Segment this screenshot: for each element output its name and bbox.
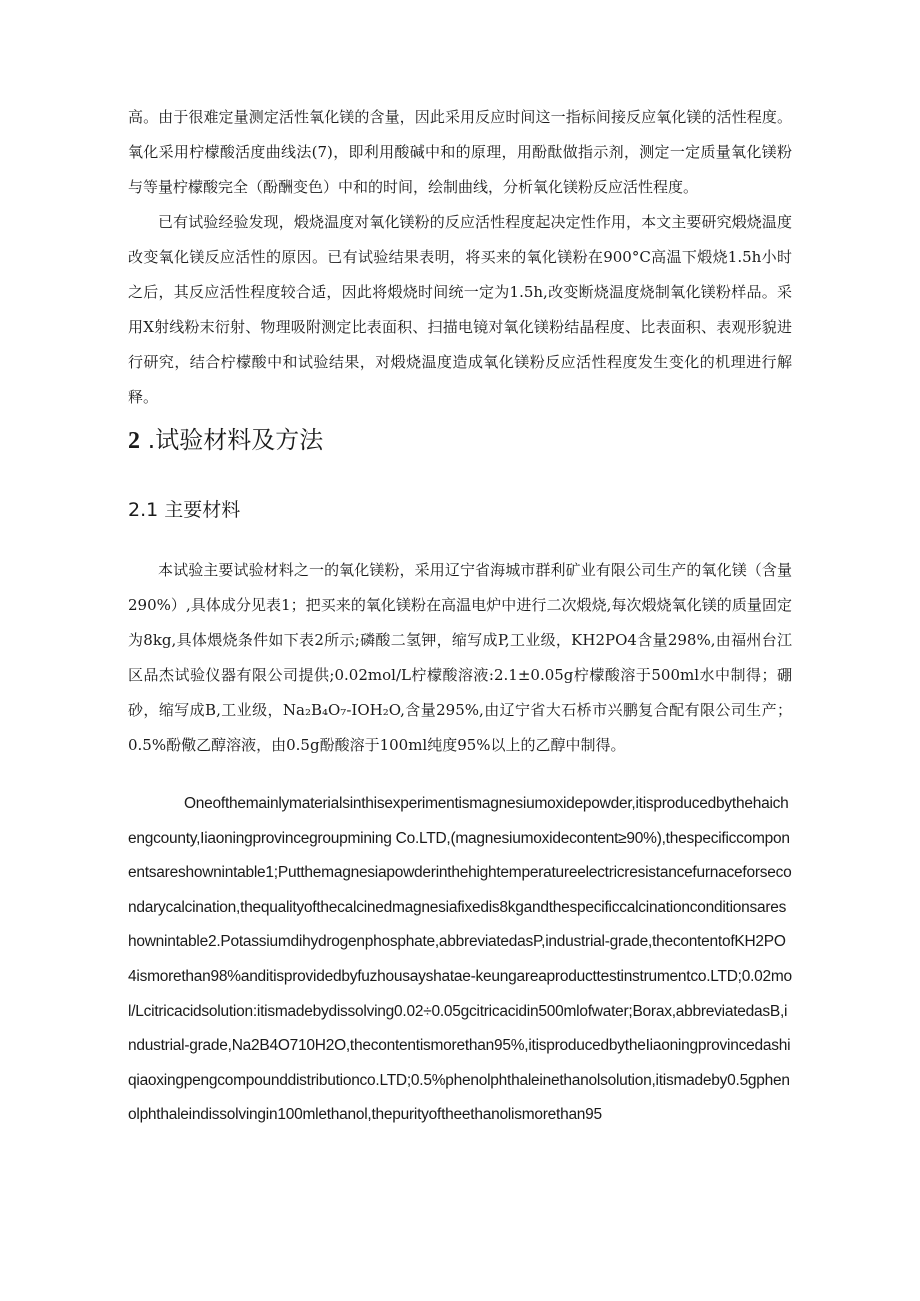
materials-paragraph-english: Oneofthemainlymaterialsinthisexperimentismagnesiumoxidepowder,itisproducedbythehaichengcounty,Iiaoningprovincegroupmining Co.LTD,(magnesiumoxidecontent≥90%),thespecificcomponentsareshownintable1;Putthemagnesiapowderinthehightemperatureelectricresistancefurnaceforsecondarycalcination,thequalityofthecalcinedmagnesiafixedis8kgandthespecificcalcinationconditionsareshownintable2.Potassiumdihydrogenphosphate,abbreviatedasP,industrial-grade,thecontentofKH2PO4ismorethan98%anditisprovidedbyfuzhousayshatae-keungareaproducttestinstrumentco.LTD;0.02mol/Lcitricacidsolution:itismadebydissolving0.02÷0.05gcitricacidin500mlofwater;Borax,abbreviatedasB,industrial-grade,Na2B4O710H2O,thecontentismorethan95%,itisproducedbytheIiaoningprovincedashiqiaoxingpengcompounddistributionco.LTD;0.5%phenolphthaleinethanolsolution,itismadeby0.5gphenolphthaleindissolvingin100mlethanol,thepurityoftheethanolismorethan95 xyxy=(128,795,792,1124)
materials-paragraph-chinese: 本试验主要试验材料之一的氧化镁粉，采用辽宁省海城市群利矿业有限公司生产的氧化镁（含量290%）,具体成分见表1；把买来的氧化镁粉在高温电炉中进行二次煅烧,每次煅烧氧化镁的质量固定为8kg,具体煨烧条件如下表2所示;磷酸二氢钾，缩写成P,工业级，KH2PO4含量298%,由福州台江区品杰试验仪器有限公司提供;0.02mol∕L柠檬酸溶液:2.1±0.05g柠檬酸溶于500ml水中制得；硼砂，缩写成B,工业级，Na₂B₄O₇-IOH₂O,含量295%,由辽宁省大石桥市兴鹏复合配有限公司生产；0.5%酚儆乙醇溶液，由0.5g酚酸溶于100ml纯度95%以上的乙醇中制得。 xyxy=(128,561,792,754)
intro-paragraph-continued: 高。由于很难定量测定活性氧化镁的含量，因此采用反应时间这一指标间接反应氧化镁的活性程度。氧化采用柠檬酸活度曲线法(7)，即利用酸碱中和的原理，用酚酞做指示剂，测定一定质量氧化镁粉与等量柠檬酸完全（酚酬变色）中和的时间，绘制曲线，分析氧化镁粉反应活性程度。 xyxy=(128,108,792,196)
section-number: 2 xyxy=(128,428,140,454)
section-heading xyxy=(128,420,323,461)
subsection-heading: 2.1 主要材料 xyxy=(128,499,241,521)
section-title: .试验材料及方法 xyxy=(147,426,324,454)
intro-paragraph-calcination: 已有试验经验发现，煅烧温度对氧化镁粉的反应活性程度起决定性作用，本文主要研究煅烧温度改变氧化镁反应活性的原因。已有试验结果表明，将买来的氧化镁粉在900°C高温下煅烧1.5h小时之后，其反应活性程度较合适，因此将煅烧时间统一定为1.5h,改变断烧温度烧制氧化镁粉样品。采用X射线粉末衍射、物理吸附测定比表面积、扫描电镜对氧化镁粉结晶程度、比表面积、表观形貌进行研究，结合柠檬酸中和试验结果，对煅烧温度造成氧化镁粉反应活性程度发生变化的机理进行解释。 xyxy=(128,213,792,406)
